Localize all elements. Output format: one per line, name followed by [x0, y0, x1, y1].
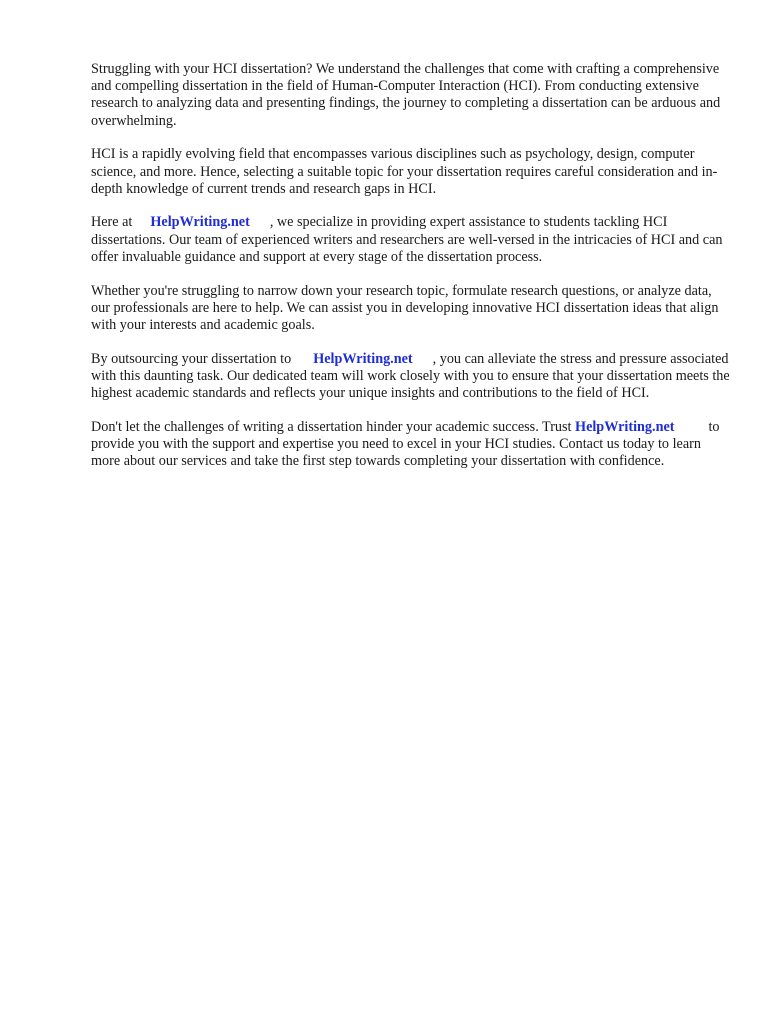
paragraph-closing-rest: to provide you with the support and expertise you need to excel in your HCI studies. Contact us today to learn more about our services and take the first step towards completing your dissertation with confidence.	[91, 418, 720, 470]
paragraph-closing	[91, 419, 731, 471]
helpwriting-link-2[interactable]: HelpWriting.net	[313, 350, 413, 367]
document-body	[91, 61, 731, 487]
paragraph-here-at	[91, 214, 731, 266]
paragraph-outsourcing-lead: By outsourcing your dissertation to	[91, 350, 292, 367]
paragraph-intro: Struggling with your HCI dissertation? We understand the challenges that come with crafting a comprehensive and compelling dissertation in the field of Human-Computer Interaction (HCI). From conducting extensive research to analyzing data and presenting findings, the journey to completing a dissertation can be arduous and overwhelming.	[91, 61, 721, 129]
paragraph-hci-field: HCI is a rapidly evolving field that encompasses various disciplines such as psychology, design, computer science, and more. Hence, selecting a suitable topic for your dissertation requires careful consideration and in-depth knowledge of current trends and research gaps in HCI.	[91, 146, 718, 197]
paragraph-outsourcing	[91, 351, 731, 403]
paragraph-outsourcing-rest: , you can alleviate the stress and pressure associated with this daunting task. Our dedicated team will work closely with you to ensure that your dissertation meets the highest academic standards and reflects your unique insights and contributions to the field of HCI.	[91, 350, 730, 402]
paragraph-here-at-lead: Here at	[91, 214, 133, 231]
paragraph-here-at-rest: , we specialize in providing expert assistance to students tackling HCI dissertations. Our team of experienced writers and researchers are well-versed in the intricacies of HCI and can offer invaluable guidance and support at every stage of the dissertation process.	[91, 214, 723, 265]
helpwriting-link-1[interactable]: HelpWriting.net	[150, 214, 250, 231]
paragraph-closing-lead: Don't let the challenges of writing a dissertation hinder your academic success. Trust	[91, 418, 572, 435]
paragraph-whether: Whether you're struggling to narrow down your research topic, formulate research questions, or analyze data, our professionals are here to help. We can assist you in developing innovative HCI dissertation ideas that align with your interests and academic goals.	[91, 282, 719, 333]
helpwriting-link-3[interactable]: HelpWriting.net	[575, 418, 675, 435]
